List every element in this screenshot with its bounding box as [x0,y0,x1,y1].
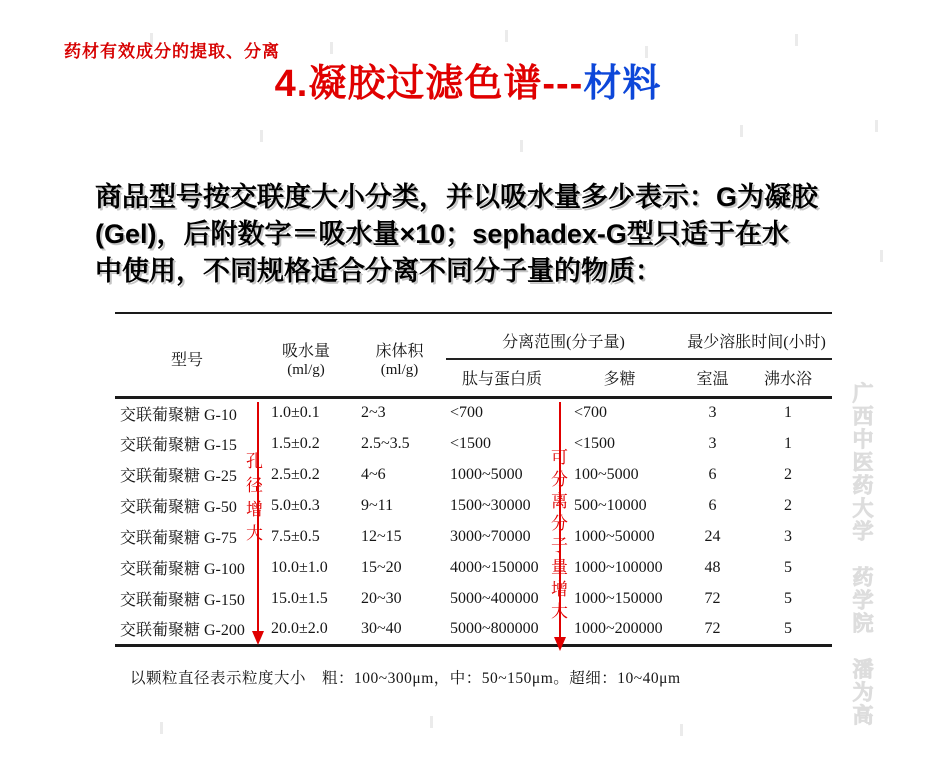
scan-artifact [680,724,683,736]
cell-polysaccharide: 100~5000 [574,465,639,483]
molecular-weight-arrow-label: 可分离分子量增大 [548,448,567,624]
cell-boiling-bath: 3 [784,527,793,545]
cell-bed-volume: 2~3 [361,404,386,422]
cell-model: 交联葡聚糖 G-25 [120,468,237,485]
col-header-polysaccharide: 多糖 [558,359,681,397]
cell-bed-volume: 15~20 [361,558,402,576]
cell-boiling-bath: 5 [784,558,793,576]
table-row [115,459,832,490]
cell-model: 交联葡聚糖 G-10 [120,406,237,424]
cell-peptide-protein: 5000~400000 [450,589,539,607]
table-row [115,552,832,583]
cell-room-temp: 3 [708,404,717,422]
table-row [115,614,832,645]
cell-polysaccharide: <1500 [574,434,616,452]
scan-artifact [880,250,883,262]
cell-polysaccharide: 1000~50000 [574,527,655,545]
cell-model: 交联葡聚糖 G-15 [120,437,237,454]
cell-water-absorption: 7.5±0.5 [271,527,320,545]
intro-line: 中使用，不同规格适合分离不同分子量的物质： [95,256,662,286]
title-red-part: 4.凝胶过滤色谱--- [274,63,584,105]
cell-peptide-protein: 3000~70000 [450,527,531,545]
cell-water-absorption: 20.0±2.0 [259,614,353,645]
col-header-water-label: 吸水量 [281,343,330,361]
cell-peptide-protein: <1500 [450,434,492,452]
cell-water-absorption: 1.0±0.1 [271,404,320,422]
intro-line: 商品型号按交联度大小分类，并以吸水量多少表示：G为凝胶 [95,182,819,212]
table-row [115,521,832,552]
title-blue-part: 材料 [583,63,662,105]
scan-artifact [520,140,523,152]
cell-water-absorption: 15.0±1.5 [271,589,328,607]
table-row [115,428,832,459]
cell-water-absorption: 1.5±0.2 [271,434,320,452]
scan-artifact [260,130,263,142]
col-header-peptide-protein: 肽与蛋白质 [446,359,558,397]
cell-polysaccharide: 1000~200000 [558,614,681,645]
cell-peptide-protein: 1000~5000 [450,465,523,483]
cell-boiling-bath: 5 [744,614,832,645]
col-header-separation-range: 分离范围(分子量) [446,313,681,359]
cell-bed-volume: 9~11 [361,496,394,514]
cell-room-temp: 48 [704,558,721,576]
cell-polysaccharide: <700 [574,404,608,422]
course-label: 药材有效成分的提取、分离 [64,42,280,61]
cell-model: 交联葡聚糖 G-50 [120,499,237,516]
cell-polysaccharide: 1000~100000 [574,558,663,576]
watermark: 广西中医药大学 药学院 潘为高 [850,382,873,727]
cell-boiling-bath: 1 [784,434,793,452]
cell-bed-volume: 12~15 [361,527,402,545]
table-row [115,490,832,521]
cell-model: 交联葡聚糖 G-100 [120,561,245,578]
col-header-model: 型号 [115,313,259,397]
scan-artifact [160,722,163,734]
scan-artifact [505,30,508,42]
cell-boiling-bath: 2 [784,465,793,483]
table-row [115,583,832,614]
table-row [115,397,832,428]
particle-size-footnote: 以颗粒直径表示粒度大小 粗：100~300μm，中：50~150μm。超细：10~40μm [130,670,681,687]
col-header-bed-label: 床体积 [375,343,424,361]
cell-model: 交联葡聚糖 G-150 [120,592,245,609]
cell-peptide-protein: <700 [450,404,484,422]
cell-room-temp: 24 [704,527,721,545]
col-header-swelling-time: 最少溶胀时间(小时) [681,313,832,359]
cell-room-temp: 3 [708,434,717,452]
down-arrow-icon [554,637,566,651]
cell-room-temp: 6 [708,496,717,514]
col-header-boiling-bath: 沸水浴 [744,359,832,397]
col-header-water-absorption [259,313,353,397]
col-header-room-temp: 室温 [681,359,744,397]
cell-bed-volume: 2.5~3.5 [361,434,410,452]
cell-boiling-bath: 5 [784,589,793,607]
page-title [0,52,936,107]
scan-artifact [740,125,743,137]
cell-room-temp: 72 [681,614,744,645]
intro-line: (Gel)，后附数字＝吸水量×10；sephadex-G型只适于在水 [95,219,789,249]
col-header-bed-unit: (ml/g) [380,362,419,379]
gel-table-body [115,397,832,645]
sephadex-table [115,312,832,647]
scan-artifact [875,120,878,132]
cell-water-absorption: 5.0±0.3 [271,496,320,514]
pore-size-arrow-label: 孔径增大 [243,452,262,548]
down-arrow-icon [252,631,264,645]
scan-artifact [795,34,798,46]
cell-room-temp: 6 [708,465,717,483]
cell-model: 交联葡聚糖 G-200 [115,614,259,645]
cell-model: 交联葡聚糖 G-75 [120,530,237,547]
cell-bed-volume: 4~6 [361,465,386,483]
cell-polysaccharide: 500~10000 [574,496,647,514]
cell-peptide-protein: 4000~150000 [450,558,539,576]
cell-peptide-protein: 1500~30000 [450,496,531,514]
col-header-bed-volume [353,313,446,397]
scan-artifact [430,716,433,728]
cell-bed-volume: 30~40 [353,614,446,645]
col-header-water-unit: (ml/g) [287,362,325,379]
cell-water-absorption: 2.5±0.2 [271,465,320,483]
cell-peptide-protein: 5000~800000 [446,614,558,645]
cell-polysaccharide: 1000~150000 [574,589,663,607]
intro-paragraph [95,179,865,290]
cell-boiling-bath: 1 [784,404,793,422]
cell-bed-volume: 20~30 [361,589,402,607]
cell-boiling-bath: 2 [784,496,793,514]
cell-water-absorption: 10.0±1.0 [271,558,328,576]
cell-room-temp: 72 [704,589,721,607]
